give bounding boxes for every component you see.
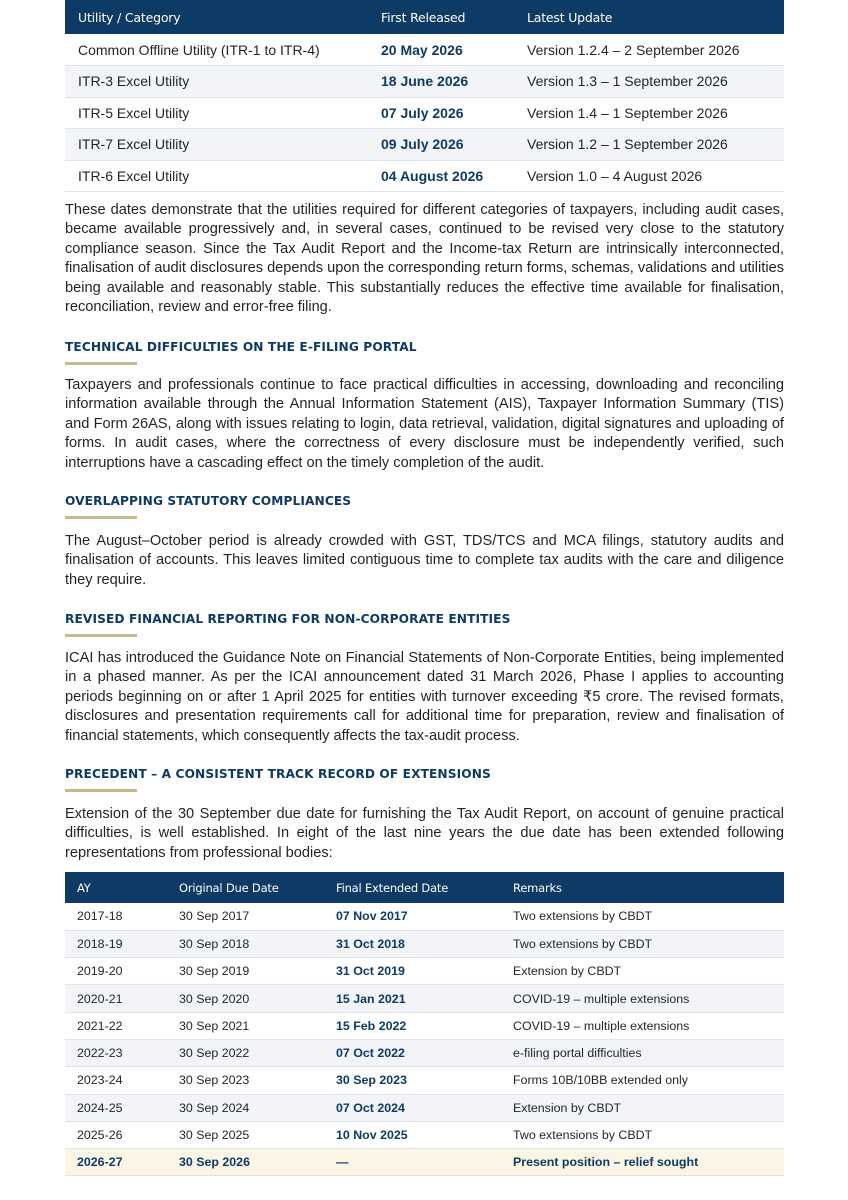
section-overlapping-compliances [65, 493, 784, 519]
first-released-date: 20 May 2026 [368, 34, 514, 66]
ay-cell: 2023-24 [65, 1067, 167, 1094]
table-row [65, 1121, 784, 1148]
heading-underline [65, 362, 137, 365]
extended-date-cell: 07 Oct 2024 [324, 1094, 501, 1121]
table-row [65, 160, 784, 192]
header-remarks: Remarks [501, 872, 784, 903]
extended-date-cell: 15 Feb 2022 [324, 1012, 501, 1039]
original-date-cell: 30 Sep 2023 [167, 1067, 324, 1094]
table-row [65, 129, 784, 161]
heading-underline [65, 789, 137, 792]
heading-underline [65, 516, 137, 519]
extended-date-cell: 10 Nov 2025 [324, 1121, 501, 1148]
section-body: The August–October period is already crowded with GST, TDS/TCS and MCA filings, statutory audits and finalisation of accounts. This leaves limited contiguous time to complete tax audits with the care and diligence they require. [65, 533, 784, 588]
extended-date-cell: 31 Oct 2018 [324, 930, 501, 957]
extended-date-cell: 07 Nov 2017 [324, 903, 501, 930]
latest-update: Version 1.3 – 1 September 2026 [514, 66, 784, 98]
remarks-cell: Extension by CBDT [501, 1094, 784, 1121]
section-body: ICAI has introduced the Guidance Note on Financial Statements of Non-Corporate Entities, being implemented in a phased manner. As per the ICAI announcement dated 31 March 2026, Phase I applies to accounting periods beginning on or after 1 April 2025 for entities with turnover exceeding ₹5 crore. The revised formats, disclosures and presentation requirements call for additional time for preparation, review and finalisation of financial statements, which consequently affects the tax-audit process. [65, 650, 784, 744]
ay-cell: 2020-21 [65, 985, 167, 1012]
header-original-due-date: Original Due Date [167, 872, 324, 903]
table-row [65, 958, 784, 985]
utility-name: ITR-5 Excel Utility [65, 97, 368, 129]
section-revised-financial-reporting [65, 611, 784, 637]
latest-update: Version 1.0 – 4 August 2026 [514, 160, 784, 192]
latest-update: Version 1.2 – 1 September 2026 [514, 129, 784, 161]
ay-cell: 2021-22 [65, 1012, 167, 1039]
latest-update: Version 1.4 – 1 September 2026 [514, 97, 784, 129]
ay-cell: 2022-23 [65, 1039, 167, 1066]
section-technical-difficulties [65, 339, 784, 365]
table-row [65, 1039, 784, 1066]
extended-date-cell: 30 Sep 2023 [324, 1067, 501, 1094]
table-row [65, 66, 784, 98]
extended-date-cell: 15 Jan 2021 [324, 985, 501, 1012]
section-heading: OVERLAPPING STATUTORY COMPLIANCES [65, 494, 352, 508]
section-heading: PRECEDENT – A CONSISTENT TRACK RECORD OF EXTENSIONS [65, 767, 491, 781]
table-row [65, 985, 784, 1012]
first-released-date: 07 July 2026 [368, 97, 514, 129]
remarks-cell: COVID-19 – multiple extensions [501, 985, 784, 1012]
section-body: Taxpayers and professionals continue to face practical difficulties in accessing, downloading and reconciling information available through the Annual Information Statement (AIS), Taxpayer Information Summary (TIS) and Form 26AS, along with issues relating to login, data retrieval, validation, digital signatures and uploading of forms. In audit cases, where the correctness of every disclosure must be independently verified, such interruptions have a cascading effect on the timely completion of the audit. [65, 377, 784, 471]
extensions-table [65, 872, 784, 1176]
header-first-released: First Released [368, 0, 514, 34]
ay-cell: 2019-20 [65, 958, 167, 985]
extended-date-cell: 31 Oct 2019 [324, 958, 501, 985]
original-date-cell: 30 Sep 2017 [167, 903, 324, 930]
ay-cell: 2024-25 [65, 1094, 167, 1121]
remarks-cell: Two extensions by CBDT [501, 930, 784, 957]
latest-update: Version 1.2.4 – 2 September 2026 [514, 34, 784, 66]
extended-date-cell: 07 Oct 2022 [324, 1039, 501, 1066]
table-row [65, 930, 784, 957]
original-date-cell: 30 Sep 2020 [167, 985, 324, 1012]
remarks-cell: Extension by CBDT [501, 958, 784, 985]
section-heading: TECHNICAL DIFFICULTIES ON THE E-FILING PORTAL [65, 340, 417, 354]
table-row [65, 34, 784, 66]
remarks-cell: e-filing portal difficulties [501, 1039, 784, 1066]
ay-cell: 2018-19 [65, 930, 167, 957]
utility-name: Common Offline Utility (ITR-1 to ITR-4) [65, 34, 368, 66]
first-released-date: 09 July 2026 [368, 129, 514, 161]
header-latest-update: Latest Update [514, 0, 784, 34]
original-date-cell: 30 Sep 2024 [167, 1094, 324, 1121]
header-utility-category: Utility / Category [65, 0, 368, 34]
heading-underline [65, 634, 137, 637]
original-date-cell: 30 Sep 2018 [167, 930, 324, 957]
original-date-cell: 30 Sep 2026 [167, 1149, 324, 1176]
remarks-cell: Forms 10B/10BB extended only [501, 1067, 784, 1094]
utilities-table-header [65, 0, 784, 34]
utility-name: ITR-7 Excel Utility [65, 129, 368, 161]
remarks-cell: Two extensions by CBDT [501, 903, 784, 930]
section-precedent [65, 766, 784, 792]
section-body: Extension of the 30 September due date for furnishing the Tax Audit Report, on account of genuine practical difficulties, is well established. In eight of the last nine years the due date has been extended following representations from professional bodies: [65, 806, 784, 861]
original-date-cell: 30 Sep 2022 [167, 1039, 324, 1066]
extended-date-cell: — [324, 1149, 501, 1176]
original-date-cell: 30 Sep 2019 [167, 958, 324, 985]
table-row [65, 1094, 784, 1121]
original-date-cell: 30 Sep 2021 [167, 1012, 324, 1039]
intro-paragraph: These dates demonstrate that the utilities required for different categories of taxpayers, including audit cases, became available progressively and, in several cases, continued to be revised very close to the statutory compliance season. Since the Tax Audit Report and the Income-tax Return are intrinsically interconnected, finalisation of audit disclosures depends upon the corresponding return forms, schemas, validations and utilities being available and reasonably stable. This substantially reduces the effective time available for finalisation, reconciliation, review and error-free filing. [65, 202, 784, 316]
ay-cell: 2025-26 [65, 1121, 167, 1148]
table-row [65, 1067, 784, 1094]
ay-cell: 2026-27 [65, 1149, 167, 1176]
utilities-table [65, 0, 784, 192]
first-released-date: 04 August 2026 [368, 160, 514, 192]
extensions-table-header [65, 872, 784, 903]
first-released-date: 18 June 2026 [368, 66, 514, 98]
header-ay: AY [65, 872, 167, 903]
table-row [65, 903, 784, 930]
table-row [65, 97, 784, 129]
utility-name: ITR-6 Excel Utility [65, 160, 368, 192]
header-final-extended-date: Final Extended Date [324, 872, 501, 903]
remarks-cell: COVID-19 – multiple extensions [501, 1012, 784, 1039]
table-row [65, 1012, 784, 1039]
table-row-current-position [65, 1149, 784, 1176]
original-date-cell: 30 Sep 2025 [167, 1121, 324, 1148]
utility-name: ITR-3 Excel Utility [65, 66, 368, 98]
remarks-cell: Two extensions by CBDT [501, 1121, 784, 1148]
remarks-cell: Present position – relief sought [501, 1149, 784, 1176]
section-heading: REVISED FINANCIAL REPORTING FOR NON-CORPORATE ENTITIES [65, 612, 511, 626]
ay-cell: 2017-18 [65, 903, 167, 930]
